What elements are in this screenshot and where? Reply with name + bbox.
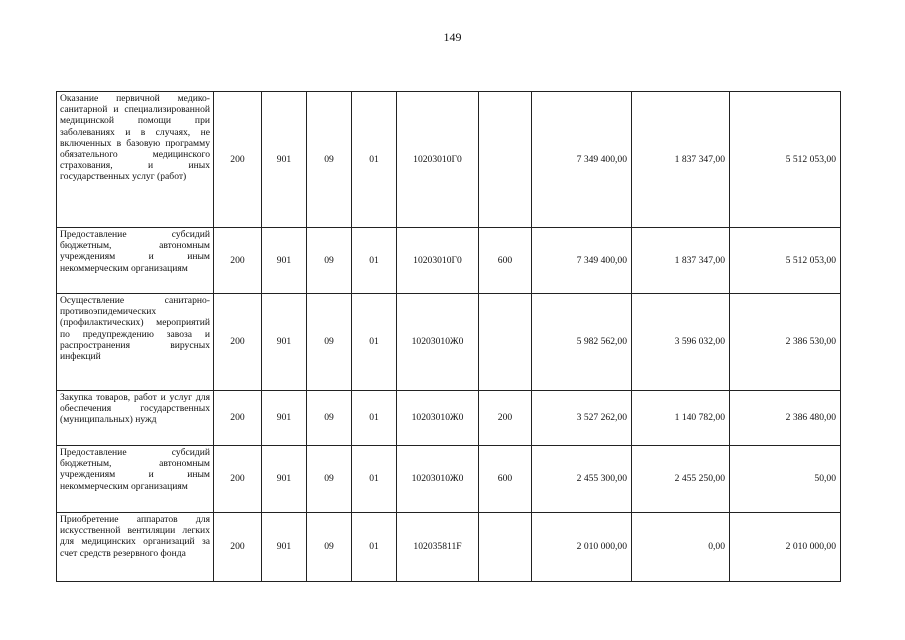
budget-table (56, 91, 841, 582)
row-code2: 901 (262, 391, 307, 446)
row-amount1: 2 455 300,00 (532, 446, 632, 513)
row-amount2: 0,00 (632, 513, 730, 582)
row-subsection: 01 (352, 228, 397, 294)
row-amount2: 1 837 347,00 (632, 228, 730, 294)
row-type (479, 92, 532, 228)
row-amount1: 7 349 400,00 (532, 92, 632, 228)
row-section: 09 (307, 446, 352, 513)
table-row (57, 446, 841, 513)
row-target: 10203010Г0 (397, 92, 479, 228)
row-name: Оказание первичной медико-санитарной и специализированной медицинской помощи при заболеваниях и в случаях, не включенных в базовую программу обязательного медицинского страхования, и иных государственных услуг (работ) (57, 92, 214, 228)
row-code1: 200 (214, 446, 262, 513)
row-amount2: 1 140 782,00 (632, 391, 730, 446)
row-type (479, 513, 532, 582)
row-type: 600 (479, 228, 532, 294)
row-subsection: 01 (352, 391, 397, 446)
row-code2: 901 (262, 446, 307, 513)
row-amount1: 3 527 262,00 (532, 391, 632, 446)
row-amount3: 5 512 053,00 (730, 92, 841, 228)
table-row (57, 92, 841, 228)
row-type (479, 294, 532, 391)
row-amount2: 3 596 032,00 (632, 294, 730, 391)
row-section: 09 (307, 92, 352, 228)
row-amount1: 7 349 400,00 (532, 228, 632, 294)
row-subsection: 01 (352, 446, 397, 513)
row-section: 09 (307, 513, 352, 582)
page-number: 149 (443, 30, 462, 44)
row-target: 10203010Ж0 (397, 391, 479, 446)
row-target: 10203010Ж0 (397, 446, 479, 513)
row-amount3: 5 512 053,00 (730, 228, 841, 294)
row-name: Предоставление субсидий бюджетным, автономным учреждениям и иным некоммерческим организациям (57, 228, 214, 294)
row-code2: 901 (262, 228, 307, 294)
row-code1: 200 (214, 513, 262, 582)
row-subsection: 01 (352, 294, 397, 391)
row-type: 200 (479, 391, 532, 446)
row-target: 10203010Ж0 (397, 294, 479, 391)
row-code1: 200 (214, 92, 262, 228)
row-amount1: 5 982 562,00 (532, 294, 632, 391)
row-amount1: 2 010 000,00 (532, 513, 632, 582)
row-amount3: 2 386 530,00 (730, 294, 841, 391)
row-target: 102035811F (397, 513, 479, 582)
row-target: 10203010Г0 (397, 228, 479, 294)
row-name: Предоставление субсидий бюджетным, автономным учреждениям и иным некоммерческим организациям (57, 446, 214, 513)
row-section: 09 (307, 391, 352, 446)
table-row (57, 294, 841, 391)
row-subsection: 01 (352, 92, 397, 228)
row-amount3: 2 386 480,00 (730, 391, 841, 446)
row-code2: 901 (262, 92, 307, 228)
row-amount2: 2 455 250,00 (632, 446, 730, 513)
row-amount2: 1 837 347,00 (632, 92, 730, 228)
row-code1: 200 (214, 228, 262, 294)
row-code1: 200 (214, 391, 262, 446)
row-code2: 901 (262, 294, 307, 391)
table-row (57, 391, 841, 446)
row-amount3: 50,00 (730, 446, 841, 513)
row-name: Приобретение аппаратов для искусственной вентиляции легких для медицинских организаций за счет средств резервного фонда (57, 513, 214, 582)
row-code1: 200 (214, 294, 262, 391)
row-code2: 901 (262, 513, 307, 582)
row-section: 09 (307, 228, 352, 294)
row-type: 600 (479, 446, 532, 513)
row-name: Закупка товаров, работ и услуг для обеспечения государственных (муниципальных) нужд (57, 391, 214, 446)
row-name: Осуществление санитарно-противоэпидемических (профилактических) мероприятий по предупреждению завоза и распространения вирусных инфекций (57, 294, 214, 391)
row-amount3: 2 010 000,00 (730, 513, 841, 582)
row-subsection: 01 (352, 513, 397, 582)
table-row (57, 513, 841, 582)
table-row (57, 228, 841, 294)
row-section: 09 (307, 294, 352, 391)
